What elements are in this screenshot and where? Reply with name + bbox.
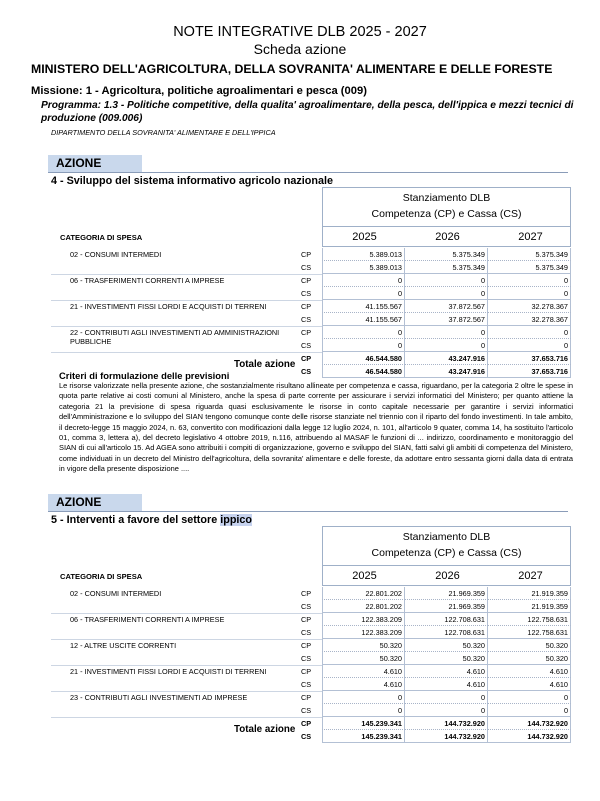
value-cell: 0 [480, 276, 485, 285]
stanziamento-header [322, 526, 571, 566]
total-value-cell: 37.653.716 [531, 367, 568, 376]
row-type-cp: CP [301, 615, 312, 624]
total-value-cell: 46.544.580 [365, 367, 402, 376]
value-cell: 122.758.631 [527, 628, 568, 637]
azione-2-title-highlight: ippico [220, 514, 253, 526]
missione-label: Missione: 1 - Agricoltura, politiche agroalimentari e pesca (009) [31, 85, 367, 97]
value-cell: 0 [563, 341, 568, 350]
value-cell: 122.383.209 [361, 615, 402, 624]
categoria-header: CATEGORIA DI SPESA [60, 233, 143, 242]
value-cell: 122.708.631 [444, 615, 485, 624]
document-subtitle: Scheda azione [253, 41, 347, 57]
row-type-cs: CS [301, 628, 312, 637]
total-value-cell: 144.732.920 [527, 719, 568, 728]
table-row [51, 587, 571, 600]
value-cell: 4.610 [549, 680, 568, 689]
value-cell: 50.320 [379, 641, 402, 650]
value-cell: 21.919.359 [531, 589, 568, 598]
row-type-cs: CS [301, 289, 312, 298]
value-cell: 0 [397, 289, 402, 298]
total-value-cell: 144.732.920 [444, 719, 485, 728]
table-row [51, 339, 571, 352]
competenza-cassa-subtitle: Competenza (CP) e Cassa (CS) [371, 547, 522, 559]
value-cell: 32.278.367 [531, 302, 568, 311]
value-cell: 22.801.202 [365, 589, 402, 598]
spesa-category-label: 23 - CONTRIBUTI AGLI INVESTIMENTI AD IMPRESE [70, 693, 248, 702]
value-cell: 5.375.349 [535, 263, 568, 272]
value-cell: 0 [563, 328, 568, 337]
value-cell: 22.801.202 [365, 602, 402, 611]
categoria-header: CATEGORIA DI SPESA [60, 572, 143, 581]
spesa-category-label: 06 - TRASFERIMENTI CORRENTI A IMPRESE [70, 615, 225, 624]
value-cell: 50.320 [462, 641, 485, 650]
table-row [51, 678, 571, 691]
spesa-category-label: 12 - ALTRE USCITE CORRENTI [70, 641, 177, 650]
value-cell: 0 [563, 706, 568, 715]
value-cell: 4.610 [383, 680, 402, 689]
value-cell: 4.610 [466, 667, 485, 676]
criteri-text: Le risorse valorizzate nella presente azione, che sostanzialmente risultano allineate per competenza e cassa, riguardano, per la categoria 2 oltre le spese in quota parte relative ai costi comuni al Ministero, anche la spesa di parte corrente per assicurare i servizi informatici del Ministero; per quanto attiene la categoria 21 la previsione di spesa riguarda quasi esclusivamente le risorse in conto capitale necessarie per garantire i servizi informatici dell'Amministrazione e lo sviluppo del SIAN tengono comunque conte delle risorse stanziate nel triennio con il riparto del fondo investimenti. In tale ambito, il decreto-legge 15 maggio 2024, n. 63, convertito con modificazioni dalla legge 12 luglio 2024, n. 101, all'articolo 9 quater, comma 14, ha sostituito l'articolo 01, comma 3, lettera a), del decreto legislativo 4 ottobre 2019, n.116, attribuendo al MASAF le funzioni di ... indirizzo, coordinamento e monitoraggio del SIAN di cui all'articolo 15. Ad AGEA sono attribuiti i compiti di organizzazione, governo e sviluppo del SIAN, fatti salvi gli ambiti di competenza del Ministero, come individuati in un decreto del Ministro dell'agricoltura, della sovranita' alimentare e delle foreste, da adottare entro sessanta giorni dalla data di entrata in vigore della presente disposizione .... [59, 381, 573, 474]
table-row [51, 300, 571, 313]
value-cell: 32.278.367 [531, 315, 568, 324]
row-type-cs: CS [301, 732, 312, 741]
value-cell: 0 [480, 693, 485, 702]
programma-label: Programma: 1.3 - Politiche competitive, della qualita' agroalimentare, della pesca, dell'ippica e mezzi tecnici di produzione (009.006) [41, 100, 574, 124]
value-cell: 0 [480, 289, 485, 298]
azione-1-title: 4 - Sviluppo del sistema informativo agricolo nazionale [51, 175, 333, 187]
spesa-category-label: 06 - TRASFERIMENTI CORRENTI A IMPRESE [70, 276, 225, 285]
year-header-2025: 2025 [352, 570, 377, 582]
ministry-name: MINISTERO DELL'AGRICOLTURA, DELLA SOVRANITA' ALIMENTARE E DELLE FORESTE [31, 62, 553, 76]
value-cell: 4.610 [549, 667, 568, 676]
azione-divider-2 [48, 511, 568, 512]
value-cell: 50.320 [545, 641, 568, 650]
total-row [51, 730, 571, 743]
years-header-row [322, 566, 571, 586]
value-cell: 0 [480, 706, 485, 715]
row-type-cp: CP [301, 354, 312, 363]
value-cell: 41.155.567 [365, 302, 402, 311]
row-type-cp: CP [301, 667, 312, 676]
table-row [51, 600, 571, 613]
row-type-cp: CP [301, 641, 312, 650]
value-cell: 0 [480, 328, 485, 337]
table-row [51, 691, 571, 704]
value-cell: 5.375.349 [452, 263, 485, 272]
value-cell: 21.919.359 [531, 602, 568, 611]
azione-divider-1 [48, 172, 568, 173]
year-header-2026: 2026 [435, 570, 460, 582]
azione-2-title-text: 5 - Interventi a favore del settore [51, 514, 221, 526]
table-row [51, 652, 571, 665]
value-cell: 41.155.567 [365, 315, 402, 324]
azione-2-title [51, 514, 252, 526]
table-row [51, 261, 571, 274]
spesa-category-label: 22 - CONTRIBUTI AGLI INVESTIMENTI AD AMMINISTRAZIONI PUBBLICHE [70, 328, 280, 346]
value-cell: 0 [397, 328, 402, 337]
value-cell: 0 [397, 276, 402, 285]
row-type-cp: CP [301, 250, 312, 259]
total-value-cell: 145.239.341 [361, 732, 402, 741]
row-type-cp: CP [301, 719, 312, 728]
table-row [51, 704, 571, 717]
total-value-cell: 37.653.716 [531, 354, 568, 363]
value-cell: 5.389.013 [369, 250, 402, 259]
row-type-cs: CS [301, 602, 312, 611]
row-type-cs: CS [301, 367, 312, 376]
value-cell: 0 [480, 341, 485, 350]
value-cell: 5.389.013 [369, 263, 402, 272]
total-value-cell: 145.239.341 [361, 719, 402, 728]
table-row [51, 639, 571, 652]
value-cell: 122.708.631 [444, 628, 485, 637]
year-header-2027: 2027 [518, 231, 543, 243]
value-cell: 37.872.567 [448, 302, 485, 311]
stanziamento-title: Stanziamento DLB [402, 192, 491, 204]
stanziamento-title: Stanziamento DLB [402, 531, 491, 543]
row-type-cp: CP [301, 328, 312, 337]
row-type-cs: CS [301, 680, 312, 689]
totale-azione-label: Totale azione [234, 359, 296, 370]
spesa-category-label: 02 - CONSUMI INTERMEDI [70, 589, 162, 598]
value-cell: 50.320 [379, 654, 402, 663]
value-cell: 37.872.567 [448, 315, 485, 324]
azione-header-2: AZIONE [48, 494, 142, 511]
row-type-cp: CP [301, 693, 312, 702]
spesa-category-label: 02 - CONSUMI INTERMEDI [70, 250, 162, 259]
total-row [51, 352, 571, 365]
table-row [51, 613, 571, 626]
year-header-2026: 2026 [435, 231, 460, 243]
value-cell: 122.758.631 [527, 615, 568, 624]
table-row [51, 287, 571, 300]
document-title: NOTE INTEGRATIVE DLB 2025 - 2027 [173, 24, 427, 40]
totale-azione-label: Totale azione [234, 724, 296, 735]
dipartimento-label: DIPARTIMENTO DELLA SOVRANITA' ALIMENTARE E DELL'IPPICA [51, 128, 276, 137]
stanziamento-header [322, 187, 571, 227]
spesa-category-label: 21 - INVESTIMENTI FISSI LORDI E ACQUISTI DI TERRENI [70, 667, 267, 676]
total-value-cell: 144.732.920 [527, 732, 568, 741]
value-cell: 5.375.349 [452, 250, 485, 259]
value-cell: 0 [397, 341, 402, 350]
total-row [51, 717, 571, 730]
value-cell: 122.383.209 [361, 628, 402, 637]
total-value-cell: 43.247.916 [448, 367, 485, 376]
azione-header-1: AZIONE [48, 155, 142, 172]
value-cell: 21.969.359 [448, 589, 485, 598]
row-type-cp: CP [301, 302, 312, 311]
value-cell: 4.610 [466, 680, 485, 689]
spesa-category-label: 21 - INVESTIMENTI FISSI LORDI E ACQUISTI DI TERRENI [70, 302, 267, 311]
value-cell: 0 [563, 289, 568, 298]
total-value-cell: 144.732.920 [444, 732, 485, 741]
criteri-title: Criteri di formulazione delle previsioni [59, 370, 230, 381]
years-header-row [322, 227, 571, 247]
table-row [51, 274, 571, 287]
table-row [51, 626, 571, 639]
value-cell: 50.320 [545, 654, 568, 663]
row-type-cs: CS [301, 315, 312, 324]
value-cell: 4.610 [383, 667, 402, 676]
value-cell: 21.969.359 [448, 602, 485, 611]
row-type-cs: CS [301, 263, 312, 272]
row-type-cp: CP [301, 589, 312, 598]
row-type-cs: CS [301, 654, 312, 663]
value-cell: 50.320 [462, 654, 485, 663]
total-value-cell: 46.544.580 [365, 354, 402, 363]
table-row [51, 665, 571, 678]
value-cell: 0 [397, 706, 402, 715]
value-cell: 0 [563, 693, 568, 702]
row-type-cp: CP [301, 276, 312, 285]
value-cell: 0 [397, 693, 402, 702]
table-row [51, 248, 571, 261]
value-cell: 0 [563, 276, 568, 285]
competenza-cassa-subtitle: Competenza (CP) e Cassa (CS) [371, 208, 522, 220]
year-header-2027: 2027 [518, 570, 543, 582]
value-cell: 5.375.349 [535, 250, 568, 259]
row-type-cs: CS [301, 706, 312, 715]
row-type-cs: CS [301, 341, 312, 350]
total-value-cell: 43.247.916 [448, 354, 485, 363]
table-row [51, 313, 571, 326]
year-header-2025: 2025 [352, 231, 377, 243]
